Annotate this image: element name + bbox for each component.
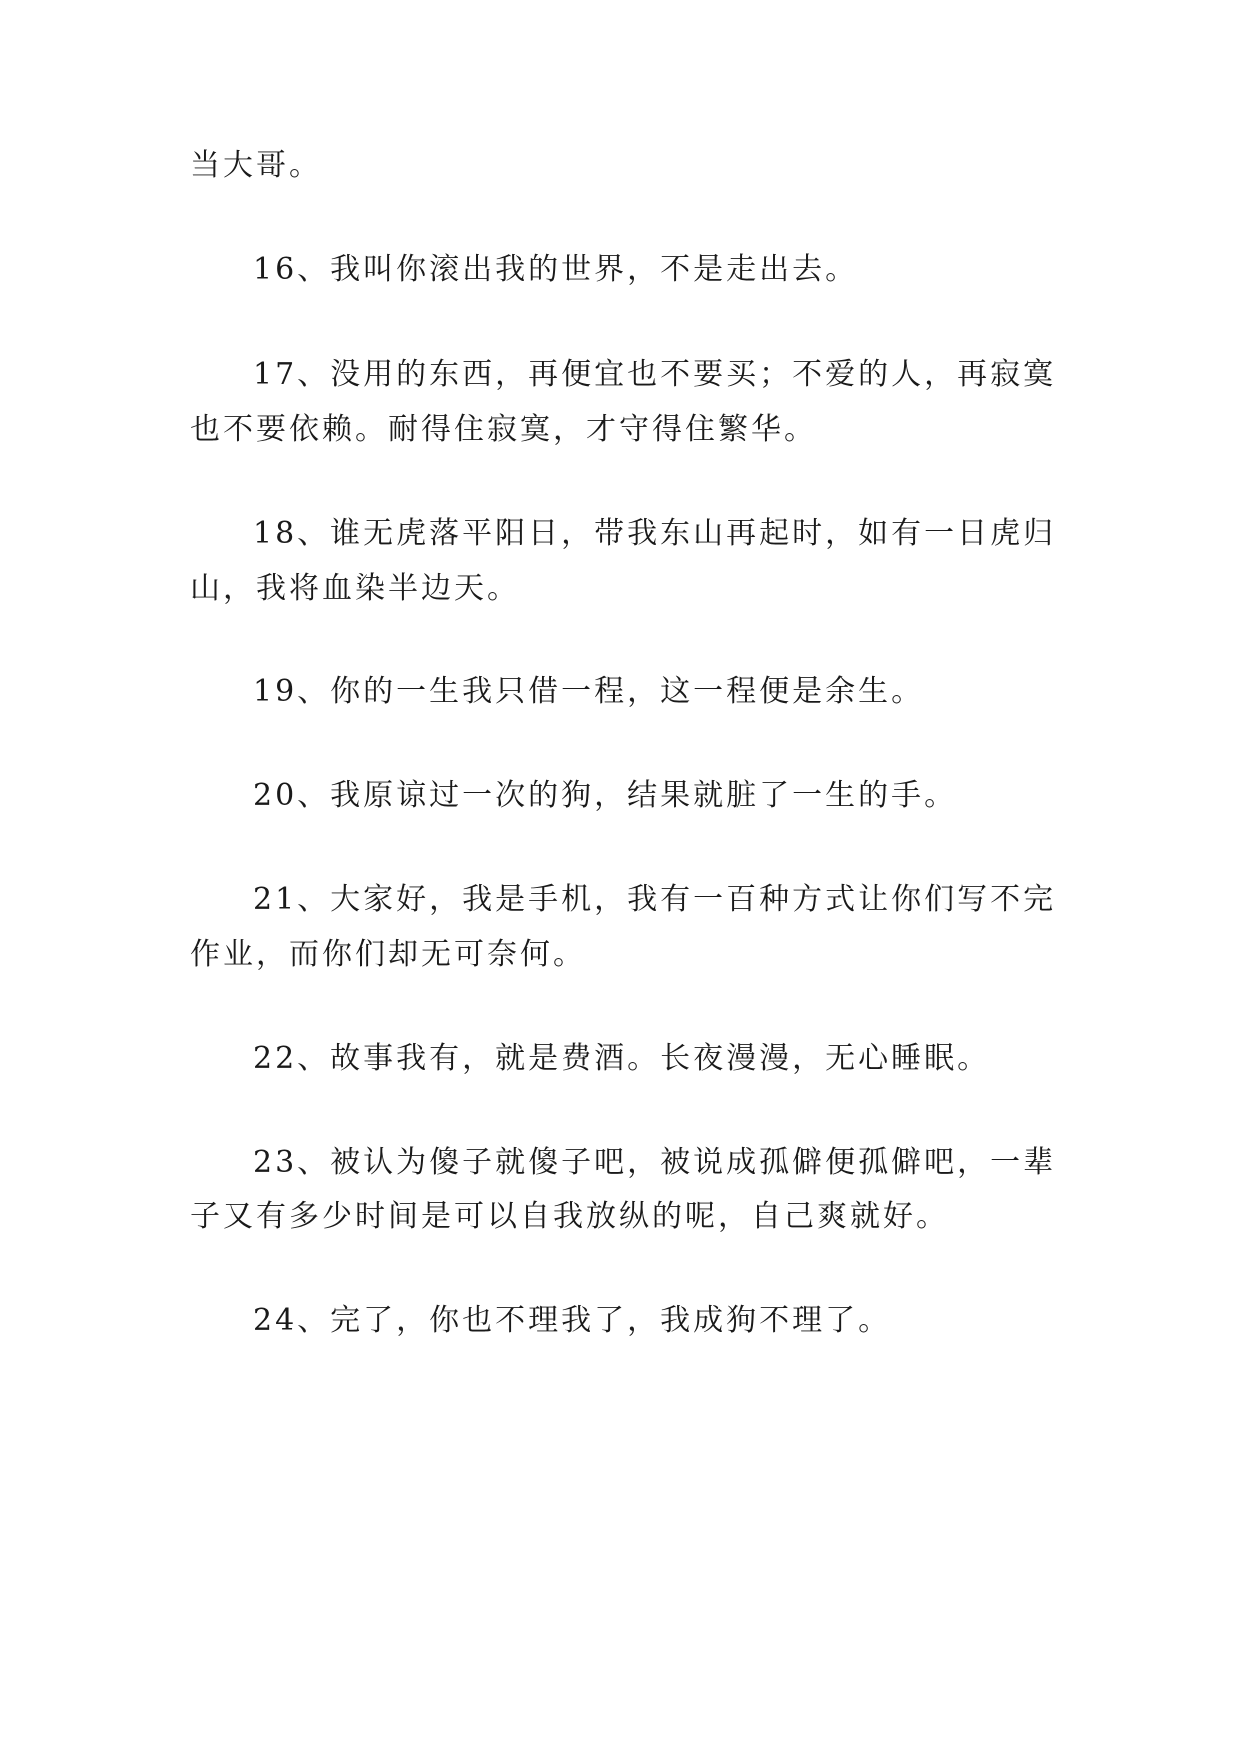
paragraph-line: 24、完了，你也不理我了，我成狗不理了。 xyxy=(253,1303,892,1338)
paragraph-line: 18、谁无虎落平阳日，带我东山再起时，如有一日虎归 xyxy=(253,516,1057,551)
paragraph-line: 16、我叫你滚出我的世界，不是走出去。 xyxy=(253,252,859,287)
paragraph-line: 也不要依赖。耐得住寂寞，才守得住繁华。 xyxy=(190,412,817,447)
paragraph-line: 21、大家好，我是手机，我有一百种方式让你们写不完 xyxy=(253,882,1057,917)
paragraph-line: 19、你的一生我只借一程，这一程便是余生。 xyxy=(253,674,925,709)
paragraph-line: 23、被认为傻子就傻子吧，被说成孤僻便孤僻吧，一辈 xyxy=(253,1145,1057,1180)
paragraph-line: 当大哥。 xyxy=(190,148,322,183)
paragraph-line: 山，我将血染半边天。 xyxy=(190,571,520,606)
paragraph-line: 子又有多少时间是可以自我放纵的呢，自己爽就好。 xyxy=(190,1199,949,1234)
paragraph-line: 20、我原谅过一次的狗，结果就脏了一生的手。 xyxy=(253,778,958,813)
paragraph-line: 作业，而你们却无可奈何。 xyxy=(190,937,586,972)
paragraph-line: 17、没用的东西，再便宜也不要买；不爱的人，再寂寞 xyxy=(253,357,1057,392)
paragraph-line: 22、故事我有，就是费酒。长夜漫漫，无心睡眠。 xyxy=(253,1041,991,1076)
